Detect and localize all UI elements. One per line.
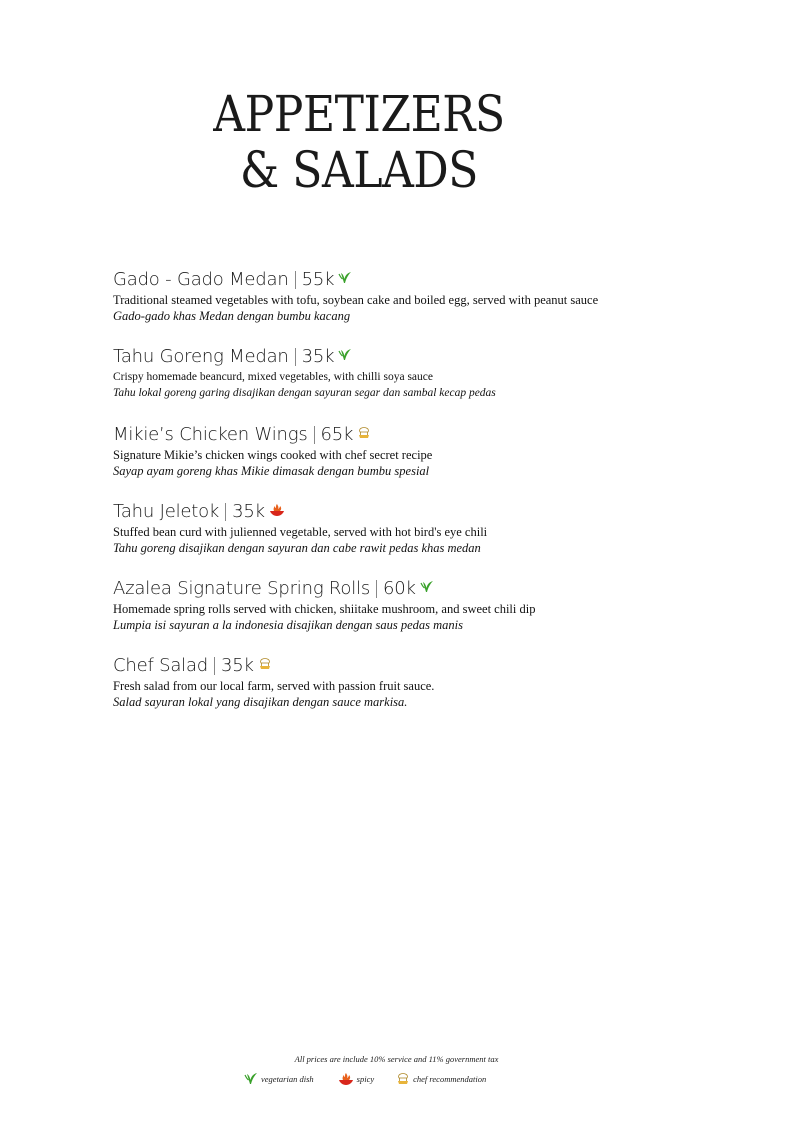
menu-item-description-id: Gado-gado khas Medan dengan bumbu kacang (113, 309, 351, 323)
vegetarian-icon (244, 1072, 258, 1086)
menu-item-description: Traditional steamed vegetables with tofu, soybean cake and boiled egg, served with peanut sauce (113, 293, 599, 307)
menu-item-heading (113, 500, 753, 524)
menu-item-name: Gado - Gado Medan (113, 269, 289, 290)
menu-item-description: Stuffed bean curd with julienned vegetable, served with hot bird's eye chili (113, 525, 488, 539)
chef-recommendation-icon (357, 423, 371, 447)
menu-item-name: Azalea Signature Spring Rolls (113, 578, 371, 599)
menu-item-price: 35k (232, 501, 265, 522)
divider (295, 348, 296, 366)
menu-item-name: Chef Salad (113, 655, 209, 676)
menu-list (113, 268, 753, 730)
menu-item-price: 60k (383, 578, 416, 599)
menu-item-price: 35k (301, 346, 335, 367)
legend-vegetarian (244, 1072, 314, 1086)
legend-spicy-label: spicy (356, 1074, 375, 1084)
title-line-1: APPETIZERS (213, 85, 505, 143)
menu-item-name: Mikie’s Chicken Wings (113, 424, 308, 445)
spicy-icon (338, 1072, 354, 1086)
page-title (193, 86, 526, 198)
menu-item-price: 65k (320, 424, 354, 445)
divider (214, 657, 215, 675)
divider (225, 503, 226, 521)
divider (376, 580, 377, 598)
menu-item-description-id: Tahu lokal goreng garing disajikan dengan sayuran segar dan sambal kecap pedas (113, 387, 496, 399)
menu-item-price: 55k (301, 269, 335, 290)
menu-item-price: 35k (221, 655, 254, 676)
menu-item-heading (113, 345, 753, 369)
menu-item (113, 500, 753, 556)
divider (314, 426, 315, 444)
menu-item (113, 654, 753, 710)
legend-chef (396, 1072, 486, 1086)
chef-recommendation-icon (258, 654, 272, 678)
menu-item-description: Homemade spring rolls served with chicken, shiitake mushroom, and sweet chili dip (113, 602, 536, 616)
menu-item-description-id: Tahu goreng disajikan dengan sayuran dan cabe rawit pedas khas medan (113, 541, 481, 555)
vegetarian-icon (338, 345, 352, 369)
spicy-icon (269, 500, 285, 524)
title-line-2: & SALADS (240, 141, 478, 199)
menu-item-name: Tahu Goreng Medan (113, 346, 289, 367)
menu-item (113, 268, 753, 324)
menu-item-name: Tahu Jeletok (113, 501, 220, 522)
vegetarian-icon (420, 577, 434, 601)
chef-recommendation-icon (396, 1072, 410, 1086)
menu-item (113, 345, 753, 401)
menu-item (113, 577, 753, 633)
menu-item-description: Fresh salad from our local farm, served with passion fruit sauce. (113, 679, 435, 693)
icon-legend (244, 1072, 508, 1086)
price-note: All prices are include 10% service and 11% government tax (294, 1054, 499, 1064)
menu-item-heading (113, 423, 753, 447)
vegetarian-icon (338, 268, 352, 292)
legend-spicy (338, 1072, 374, 1086)
menu-item-description: Crispy homemade beancurd, mixed vegetables, with chilli soya sauce (113, 371, 433, 383)
menu-item-heading (113, 577, 753, 601)
menu-item-description-id: Sayap ayam goreng khas Mikie dimasak dengan bumbu spesial (113, 464, 430, 478)
menu-item-description: Signature Mikie’s chicken wings cooked with chef secret recipe (113, 448, 433, 462)
menu-item-heading (113, 654, 753, 678)
divider (295, 271, 296, 289)
menu-item-heading (113, 268, 753, 292)
menu-item-description-id: Salad sayuran lokal yang disajikan dengan sauce markisa. (113, 695, 408, 709)
menu-item-description-id: Lumpia isi sayuran a la indonesia disajikan dengan saus pedas manis (113, 618, 464, 632)
menu-item (113, 423, 753, 479)
legend-vegetarian-label: vegetarian dish (261, 1074, 314, 1084)
legend-chef-label: chef recommendation (413, 1074, 487, 1084)
